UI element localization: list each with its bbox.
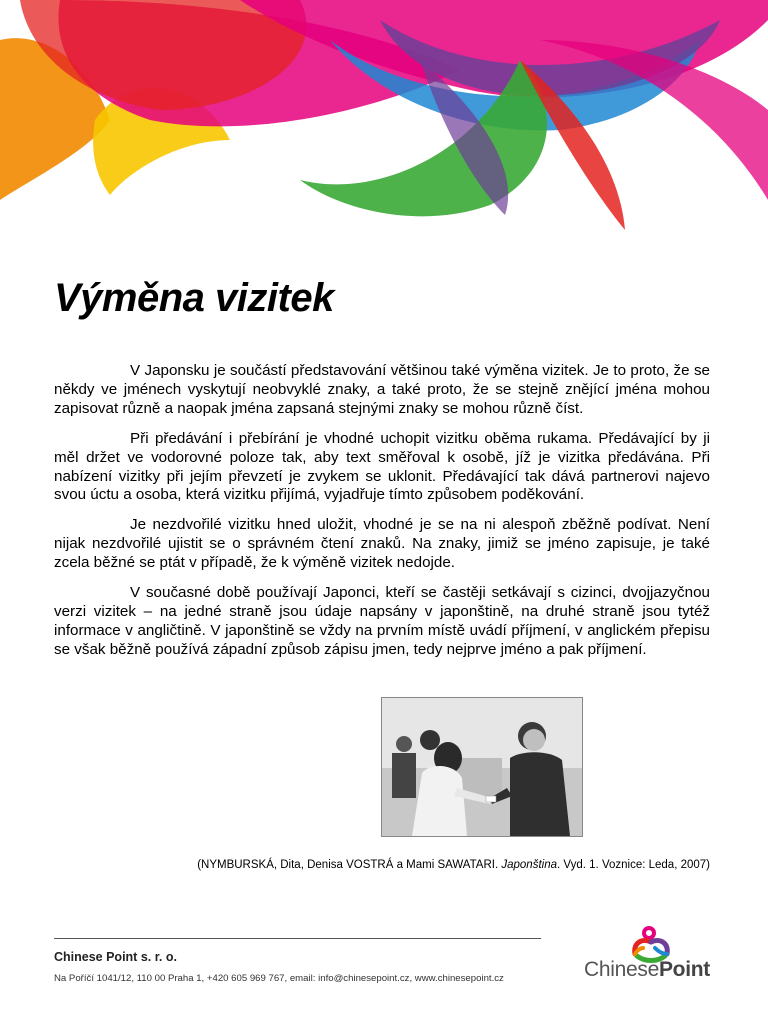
- citation: [54, 859, 710, 871]
- footer-divider: [54, 938, 541, 939]
- company-address: Na Poříčí 1041/12, 110 00 Praha 1, +420 605 969 767, email: info@chinesepoint.cz, www.chinesepoint.cz: [54, 973, 504, 984]
- chinese-point-logo-text: [584, 958, 710, 982]
- company-name: Chinese Point s. r. o.: [54, 950, 177, 964]
- citation-publication: . Vyd. 1. Voznice: Leda, 2007): [556, 859, 710, 871]
- header-decoration: [0, 0, 768, 260]
- paragraph: V současné době používají Japonci, kteří se častěji setkávají s cizinci, dvojjazyčnou verzi vizitek – na jedné straně jsou údaje napsány v japonštině, na druhé straně jsou tytéž informace v angličtině. V japonštině se vždy na prvním místě uvádí příjmení, v anglickém přepisu se však běžně používá západní způsob zápisu jmen, tedy nejprve jméno a pak příjmení.: [54, 584, 710, 658]
- page-title: Výměna vizitek: [54, 276, 334, 320]
- logo-text-chinese: Chinese: [584, 958, 659, 981]
- logo-text-point: Point: [658, 958, 710, 981]
- paragraph: V Japonsku je součástí představování většinou také výměna vizitek. Je to proto, že se někdy ve jménech vyskytují neobvyklé znaky, a také proto, že se stejně znějící jména mohou zapisovat různě a naopak jména zapsaná stejnými znaky se mohou různě číst.: [54, 362, 710, 417]
- paragraph: Je nezdvořilé vizitku hned uložit, vhodné je se na ni alespoň zběžně podívat. Není nijak nezdvořilé ujistit se o správném čtení znaků. Na znaky, jimiž se jméno zapisuje, je také zcela běžné se ptát v případě, že k výměně vizitek nedojde.: [54, 516, 710, 572]
- citation-authors: (NYMBURSKÁ, Dita, Denisa VOSTRÁ a Mami SAWATARI.: [197, 859, 502, 871]
- paragraph: Při předávání i přebírání je vhodné uchopit vizitku oběma rukama. Předávající by ji měl držet ve vodorovné poloze tak, aby text směřoval k osobě, jíž je vizitka předávána. Při nabízení vizitky při jejím převzetí je zvykem se uklonit. Předávající tak dává partnerovi najevo svou úctu a osoba, která vizitku přijímá, vyjadřuje tímto způsobem poděkování.: [54, 429, 710, 504]
- business-card-exchange-photo: [381, 697, 583, 837]
- article-body: [54, 362, 710, 671]
- citation-book-title: Japonština: [501, 859, 557, 871]
